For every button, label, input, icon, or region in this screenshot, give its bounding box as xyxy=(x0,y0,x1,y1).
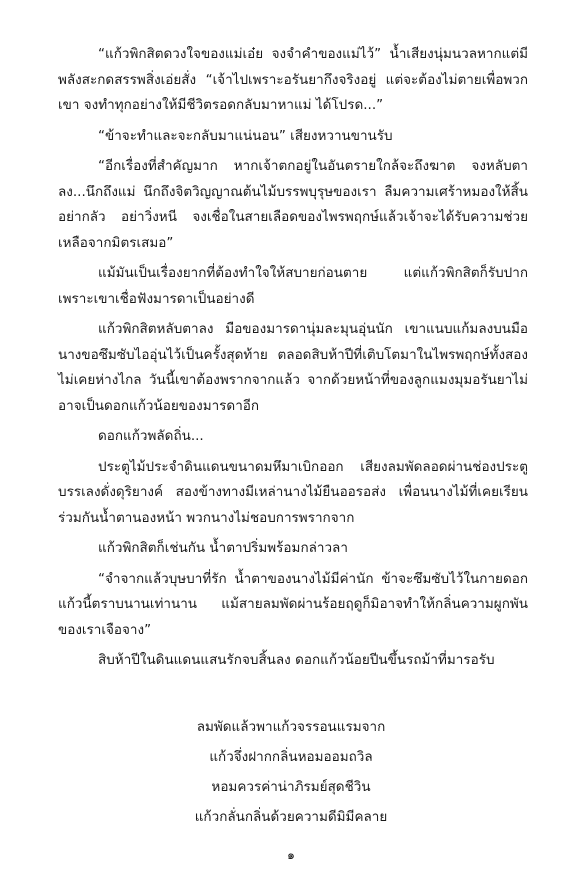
poem-line: แก้วจึ่งฝากกลิ่นหอมออมถวิล xyxy=(209,749,373,765)
body-text xyxy=(58,42,528,679)
paragraph: แก้วพิกสิตหลับตาลง มือของมารดานุ่มละมุนอุ่นนัก เขาแนบแก้มลงบนมือนางขอซึมซับไออุ่นไว้เป็นครั้งสุดท้าย ตลอดสิบห้าปีที่เติบโตมาในไพรพฤกษ์ทั้งสองไม่เคยห่างไกล วันนี้เขาต้องพรากจากแล้ว จากด้วยหน้าที่ของลูกแมงมุมอรันยาไม่อาจเป็นดอกแก้วน้อยของมารดาอีก xyxy=(58,321,528,414)
paragraph: “จำจากแล้วบุษบาที่รัก น้ำตาของนางไม้มีค่านัก ข้าจะซึมซับไว้ในกายดอกแก้วนี้ตราบนานเท่านาน แม้สายลมพัดผ่านร้อยฤดูก็มิอาจทำให้กลิ่นความผูกพันของเราเจือจาง” xyxy=(58,570,528,638)
paragraph: แก้วพิกสิตก็เช่นกัน น้ำตาปริ่มพร้อมกล่าวลา xyxy=(98,540,348,556)
paragraph: “ข้าจะทำและจะกลับมาแน่นอน” เสียงหวานขานรับ xyxy=(98,127,393,144)
paragraph: “แก้วพิกสิตดวงใจของแม่เอ๋ย จงจำคำของแม่ไว้” น้ำเสียงนุ่มนวลหากแต่มีพลังสะกดสรรพสิ่งเอ่ยสั่ง “เจ้าไปเพราะอรันยากึงจริงอยู่ แต่จะต้องไม่ตายเพื่อพวกเขา จงทำทุกอย่างให้มีชีวิตรอดกลับมาหาแม่ ได้โปรด...” xyxy=(58,46,528,113)
poem-line: แก้วกลั่นกลิ่นด้วยความดีมิมีคลาย xyxy=(194,809,388,825)
poem xyxy=(0,712,582,832)
paragraph: สิบห้าปีในดินแดนแสนรักจบสิ้นลง ดอกแก้วน้อยปีนขึ้นรถม้าที่มารอรับ xyxy=(98,652,495,668)
paragraph: “อีกเรื่องที่สำคัญมาก หากเจ้าตกอยู่ในอันตรายใกล้จะถึงฆาต จงหลับตาลง...นึกถึงแม่ นึกถึงจิตวิญญาณต้นไม้บรรพบุรุษของเรา ลืมความเศร้าหมองให้สิ้น อย่ากลัว อย่าวิ่งหนี จงเชื่อในสายเลือดของไพรพฤกษ์แล้วเจ้าจะได้รับความช่วยเหลือจากมิตรเสมอ” xyxy=(58,158,528,251)
poem-line: หอมควรค่าน่าภิรมย์สุดชีวิน xyxy=(211,779,371,795)
paragraph: ดอกแก้วพลัดถิ่น... xyxy=(98,428,204,444)
page-number: ๑ xyxy=(287,847,295,862)
paragraph: ประตูไม้ประจำดินแดนขนาดมหึมาเบิกออก เสียงลมพัดลอดผ่านช่องประตูบรรเลงดั่งดุริยางค์ สองข้างทางมีเหล่านางไม้ยืนออรอส่ง เพื่อนนางไม้ที่เคยเรียนร่วมกันน้ำตานองหน้า พวกนางไม่ชอบการพรากจาก xyxy=(58,458,528,526)
poem-line: ลมพัดแล้วพาแก้วจรรอนแรมจาก xyxy=(196,719,386,735)
paragraph: แม้มันเป็นเรื่องยากที่ต้องทำใจให้สบายก่อนตาย แต่แก้วพิกสิตก็รับปากเพราะเขาเชื่อฟังมารดาเป็นอย่างดี xyxy=(58,265,528,307)
